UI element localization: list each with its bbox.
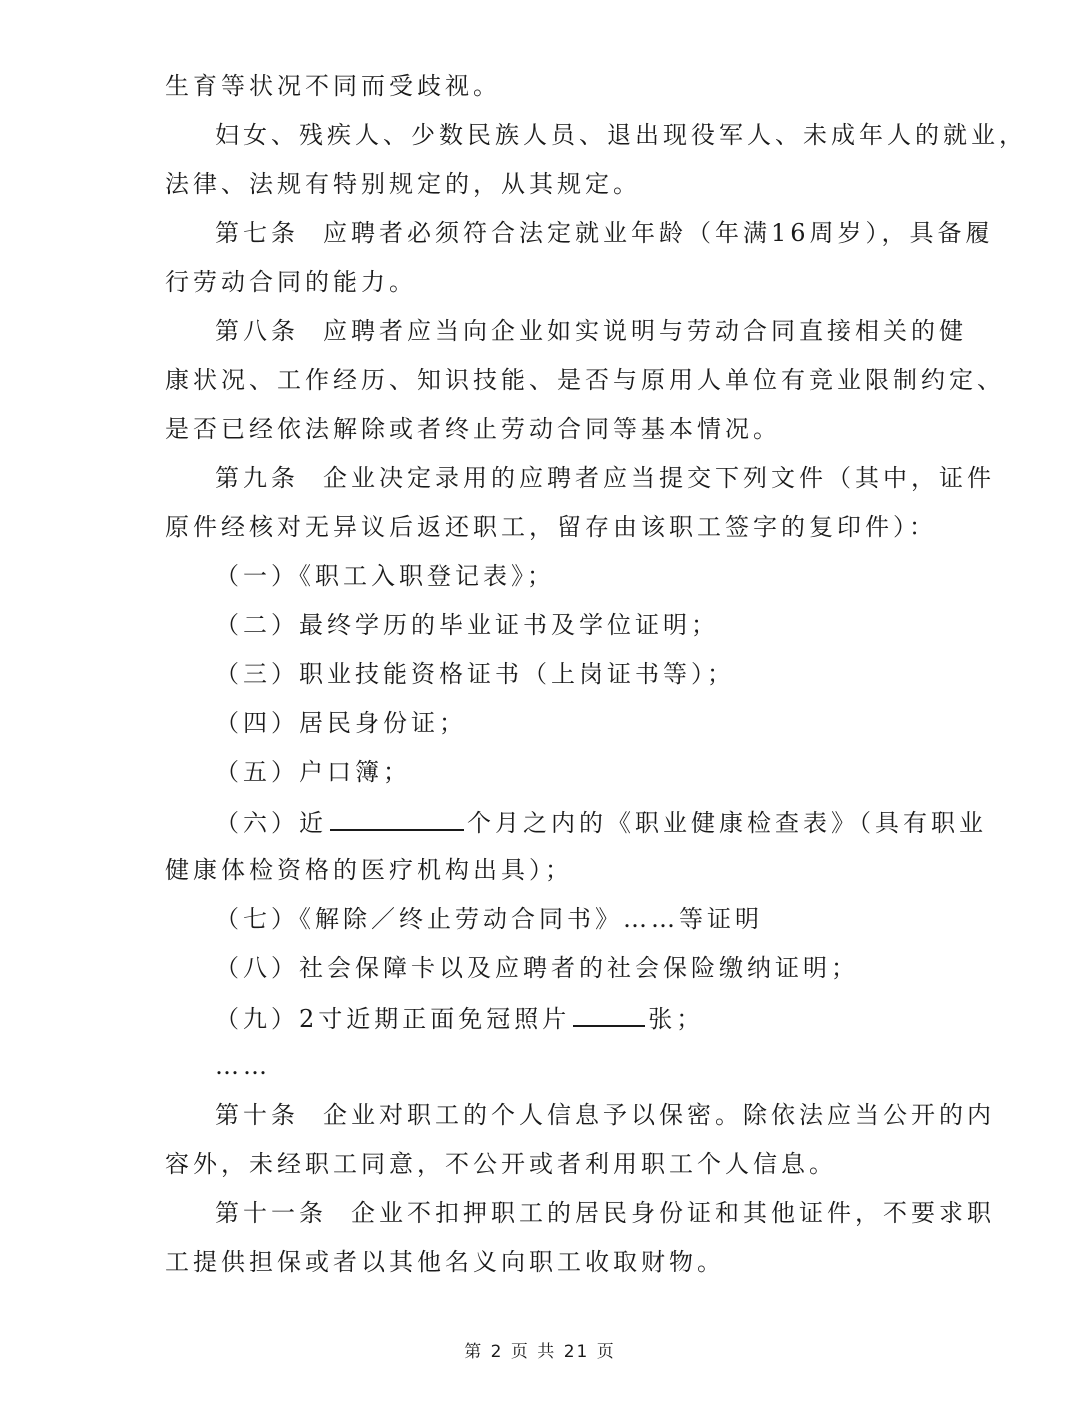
- list-item: （七）《解除／终止劳动合同书》……等证明: [215, 905, 763, 933]
- fill-in-blank-months[interactable]: [330, 803, 464, 831]
- list-item: （一）《职工入职登记表》；: [215, 562, 555, 590]
- text-line: 法律、法规有特别规定的，从其规定。: [165, 170, 641, 198]
- page-number-footer: 第 2 页 共 21 页: [464, 1342, 616, 1362]
- list-item-text: （九）2寸近期正面免冠照片: [215, 1005, 571, 1033]
- article-text: 应聘者必须符合法定就业年龄（年满16周岁），具备履: [323, 219, 994, 247]
- article-9-line: [215, 460, 995, 496]
- text-line: 妇女、残疾人、少数民族人员、退出现役军人、未成年人的就业，: [215, 121, 1027, 149]
- fill-in-blank-photo-count[interactable]: [573, 999, 645, 1027]
- text-line: 原件经核对无异议后返还职工，留存由该职工签字的复印件）：: [165, 513, 937, 541]
- article-number: 第八条: [215, 317, 299, 345]
- article-11-line: [215, 1195, 995, 1231]
- article-number: 第七条: [215, 219, 299, 247]
- ellipsis-line: ……: [215, 1052, 271, 1080]
- article-text: 企业不扣押职工的居民身份证和其他证件，不要求职: [351, 1199, 995, 1227]
- list-item-text: （六）近: [215, 809, 327, 837]
- list-item: [215, 999, 970, 1035]
- list-item: （三）职业技能资格证书（上岗证书等）；: [215, 660, 735, 688]
- article-number: 第九条: [215, 464, 299, 492]
- list-item-text: 张；: [648, 1005, 705, 1033]
- list-item-text: 个月之内的《职业健康检查表》（具有职业: [467, 809, 987, 837]
- article-number: 第十一条: [215, 1199, 327, 1227]
- text-line: 康状况、工作经历、知识技能、是否与原用人单位有竞业限制约定、: [165, 366, 1005, 394]
- text-line: 健康体检资格的医疗机构出具）；: [165, 856, 573, 884]
- list-item: （五）户口簿；: [215, 758, 411, 786]
- article-number: 第十条: [215, 1101, 299, 1129]
- list-item: （二）最终学历的毕业证书及学位证明；: [215, 611, 719, 639]
- list-item: [215, 803, 987, 839]
- text-line: 容外，未经职工同意，不公开或者利用职工个人信息。: [165, 1150, 837, 1178]
- article-8-line: [215, 313, 970, 349]
- article-text: 企业决定录用的应聘者应当提交下列文件（其中，证件: [323, 464, 995, 492]
- article-text: 企业对职工的个人信息予以保密。除依法应当公开的内: [323, 1101, 995, 1129]
- text-line: 是否已经依法解除或者终止劳动合同等基本情况。: [165, 415, 781, 443]
- list-item: （八）社会保障卡以及应聘者的社会保险缴纳证明；: [215, 954, 859, 982]
- text-line: 生育等状况不同而受歧视。: [165, 72, 501, 100]
- text-line: 工提供担保或者以其他名义向职工收取财物。: [165, 1248, 725, 1276]
- text-line: 行劳动合同的能力。: [165, 268, 417, 296]
- list-item: （四）居民身份证；: [215, 709, 467, 737]
- article-10-line: [215, 1097, 995, 1133]
- article-7-line: [215, 215, 994, 251]
- article-text: 应聘者应当向企业如实说明与劳动合同直接相关的健: [323, 317, 967, 345]
